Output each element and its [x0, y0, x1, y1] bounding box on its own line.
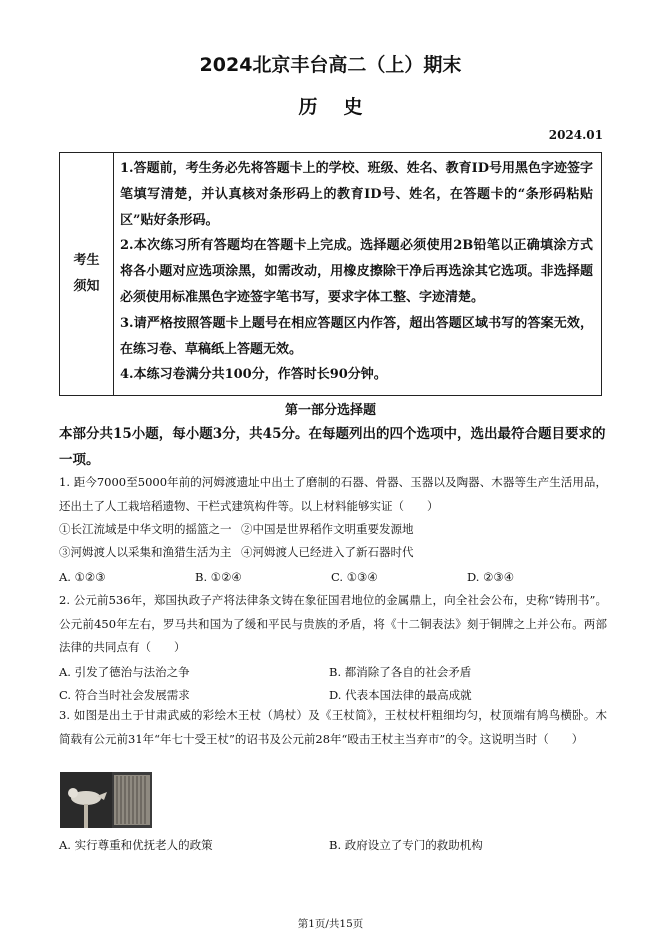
notice-label	[60, 153, 114, 395]
statement-2: ②中国是世界稻作文明重要发源地	[241, 522, 414, 536]
option-c[interactable]: C. 符合当时社会发展需求	[59, 687, 190, 702]
notice-item: 3.请严格按照答题卡上题号在相应答题区内作答，超出答题区域书写的答案无效，在练习卷、草稿纸上答题无效。	[120, 315, 593, 357]
question-1	[59, 471, 607, 589]
section-instructions: 本部分共15小题，每小题3分，共45分。在每题列出的四个选项中，选出最符合题目要求的一项。	[59, 426, 606, 468]
option-b[interactable]: B. 政府设立了专门的救助机构	[329, 838, 483, 852]
notice-label-line2: 须知	[73, 279, 100, 294]
question-3-options	[59, 834, 607, 857]
question-1-statements-row1	[59, 518, 607, 541]
question-2	[59, 589, 607, 707]
statement-4: ④河姆渡人已经进入了新石器时代	[241, 545, 414, 559]
question-2-stem: 2. 公元前536年，郑国执政子产将法律条文铸在象征国君地位的金属鼎上，向全社会公布，史称“铸刑书”。公元前450年左右，罗马共和国为了缓和平民与贵族的矛盾，将《十二铜表法》刻于铜牌之上并公布。两部法律的共同点有（ ）	[59, 593, 607, 654]
notice-item: 1.答题前，考生务必先将答题卡上的学校、班级、姓名、教育ID号用黑色字迹签字笔填写清楚，并认真核对条形码上的教育ID号、姓名，在答题卡的“条形码粘贴区”贴好条形码。	[120, 161, 593, 228]
notice-body	[120, 156, 593, 388]
question-3	[59, 704, 607, 751]
question-1-options	[59, 566, 607, 589]
notice-item: 4.本练习卷满分共100分，作答时长90分钟。	[120, 367, 387, 383]
notice-item: 2.本次练习所有答题均在答题卡上完成。选择题必须使用2B铅笔以正确填涂方式将各小题对应选项涂黑，如需改动，用橡皮擦除干净后再选涂其它选项。非选择题必须使用标准黑色字迹签字笔书写，要求字体工整、字迹清楚。	[120, 238, 593, 305]
statement-3: ③河姆渡人以采集和渔猎生活为主	[59, 545, 232, 559]
question-1-statements-row2	[59, 541, 607, 564]
page-title: 2024北京丰台高二（上）期末	[199, 54, 462, 76]
question-3-stem: 3. 如图是出土于甘肃武威的彩绘木王杖（鸠杖）及《王杖简》，王杖杖杆粗细均匀，杖顶端有鸠鸟横卧。木简载有公元前31年“年七十受王杖”的诏书及公元前28年“殴击王杖主当弃市”的令。这说明当时（ ）	[59, 708, 607, 746]
option-b[interactable]: B. ①②④	[195, 570, 242, 584]
exam-date: 2024.01	[548, 128, 603, 142]
subject-title: 历史	[298, 96, 389, 118]
option-d[interactable]: D. 代表本国法律的最高成就	[329, 687, 472, 702]
option-a[interactable]: A. 引发了德治与法治之争	[59, 664, 190, 679]
statement-1: ①长江流域是中华文明的摇篮之一	[59, 522, 232, 536]
option-a[interactable]: A. 实行尊重和优抚老人的政策	[59, 838, 213, 852]
dove-head	[68, 788, 78, 798]
wooden-staff-photo	[60, 772, 152, 828]
question-2-options-row1	[59, 661, 607, 684]
exam-notice-box	[59, 152, 602, 396]
section-title: 第一部分选择题	[284, 403, 376, 418]
page-number: 第1页/共15页	[297, 918, 364, 930]
option-a[interactable]: A. ①②③	[59, 570, 106, 584]
staff-shaft	[84, 804, 88, 828]
option-c[interactable]: C. ①③④	[331, 570, 378, 584]
notice-label-line1: 考生	[73, 253, 100, 268]
option-d[interactable]: D. ②③④	[467, 570, 515, 584]
question-1-stem: 1. 距今7000至5000年前的河姆渡遗址中出土了磨制的石器、骨器、玉器以及陶器、木器等生产生活用品，还出土了人工栽培稻遗物、干栏式建筑构件等。以上材料能够实证（ ）	[59, 475, 607, 513]
option-b[interactable]: B. 都消除了各自的社会矛盾	[329, 664, 472, 679]
